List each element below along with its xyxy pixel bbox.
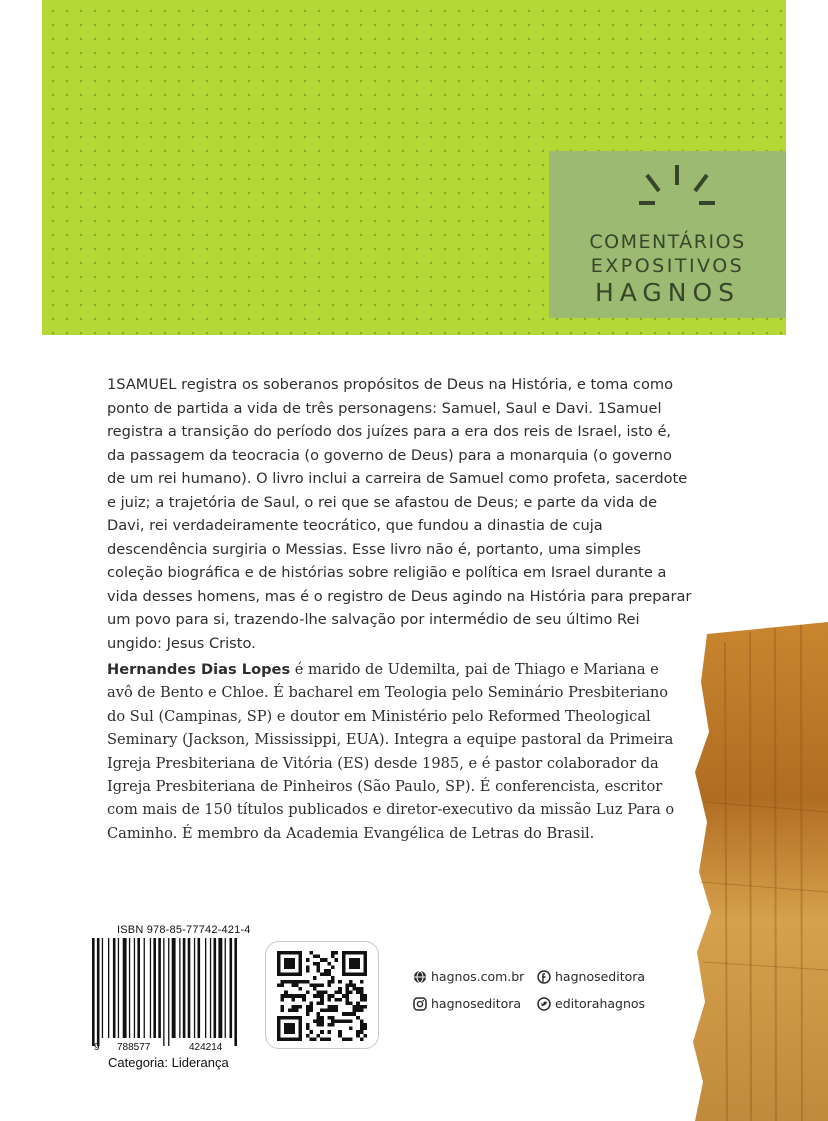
website-link[interactable] (413, 969, 524, 984)
barcode-digits-right: 424214 (189, 1042, 223, 1053)
isbn-label: ISBN 978-85-77742-421-4 (117, 924, 251, 936)
facebook-icon (537, 970, 551, 984)
author-bio (107, 658, 687, 845)
barcode-digits-left: 788577 (117, 1042, 151, 1053)
qr-code-card (265, 941, 379, 1049)
instagram-icon (413, 997, 427, 1011)
book-summary: 1SAMUEL registra os soberanos propósitos de Deus na História, e toma como ponto de partida a vida de três personagens: Samuel, Saul e Davi. 1Samuel registra a transição do período dos juízes para a era dos reis de Israel, isto é, da passagem da teocracia (o governo de Deus) para a monarquia (o governo de um rei humano). O livro inclui a carreira de Samuel como profeta, sacerdote e juiz; a trajetória de Saul, o rei que se afastou de Deus; e parte da vida de Davi, rei verdadeiramente teocrático, que fundou a dinastia de cuja descendência surgiria o Messias. Esse livro não é, portanto, uma simples coleção biográfica e de histórias sobre religião e política em Israel durante a vida desses homens, mas é o registro de Deus agindo na História para preparar um povo para si, trazendo-lhe salvação por intermédio de seu último Rei ungido: Jesus Cristo. (107, 376, 692, 652)
series-name-line3: HAGNOS (594, 278, 741, 307)
facebook-link[interactable] (537, 969, 645, 984)
category-label: Categoria: Liderança (108, 1055, 229, 1070)
instagram-link[interactable] (413, 996, 521, 1011)
series-name-line1: COMENTÁRIOS (589, 231, 746, 253)
author-name: Hernandes Dias Lopes (107, 661, 291, 678)
website-text: hagnos.com.br (431, 969, 525, 984)
papyrus-scroll-image (655, 622, 828, 1121)
globe-icon (413, 970, 427, 984)
twitter-text: editorahagnos (555, 996, 646, 1011)
twitter-link[interactable] (537, 996, 645, 1011)
facebook-text: hagnoseditora (555, 969, 646, 984)
sunburst-logo-icon (629, 163, 725, 223)
barcode-digit-first: 9 (94, 1042, 100, 1053)
instagram-text: hagnoseditora (431, 996, 522, 1011)
twitter-icon (537, 997, 551, 1011)
author-bio-text: é marido de Udemilta, pai de Thiago e Mariana e avô de Bento e Chloe. É bacharel em Teologia pelo Seminário Presbiteriano do Sul (Campinas, SP) e doutor em Ministério pelo Reformed Theological Seminary (Jackson, Mississippi, EUA). Integra a equipe pastoral da Primeira Igreja Presbiteriana de Vitória (ES) desde 1985, e é pastor colaborador da Igreja Presbiteriana de Pinheiros (São Paulo, SP). É conferencista, escritor com mais de 150 títulos publicados e diretor-executivo da missão Luz Para o Caminho. É membro da Academia Evangélica de Letras do Brasil. (107, 661, 675, 842)
series-logo (549, 151, 786, 318)
series-name-line2: EXPOSITIVOS (590, 255, 745, 277)
qr-code (277, 951, 367, 1041)
barcode (86, 938, 246, 1048)
